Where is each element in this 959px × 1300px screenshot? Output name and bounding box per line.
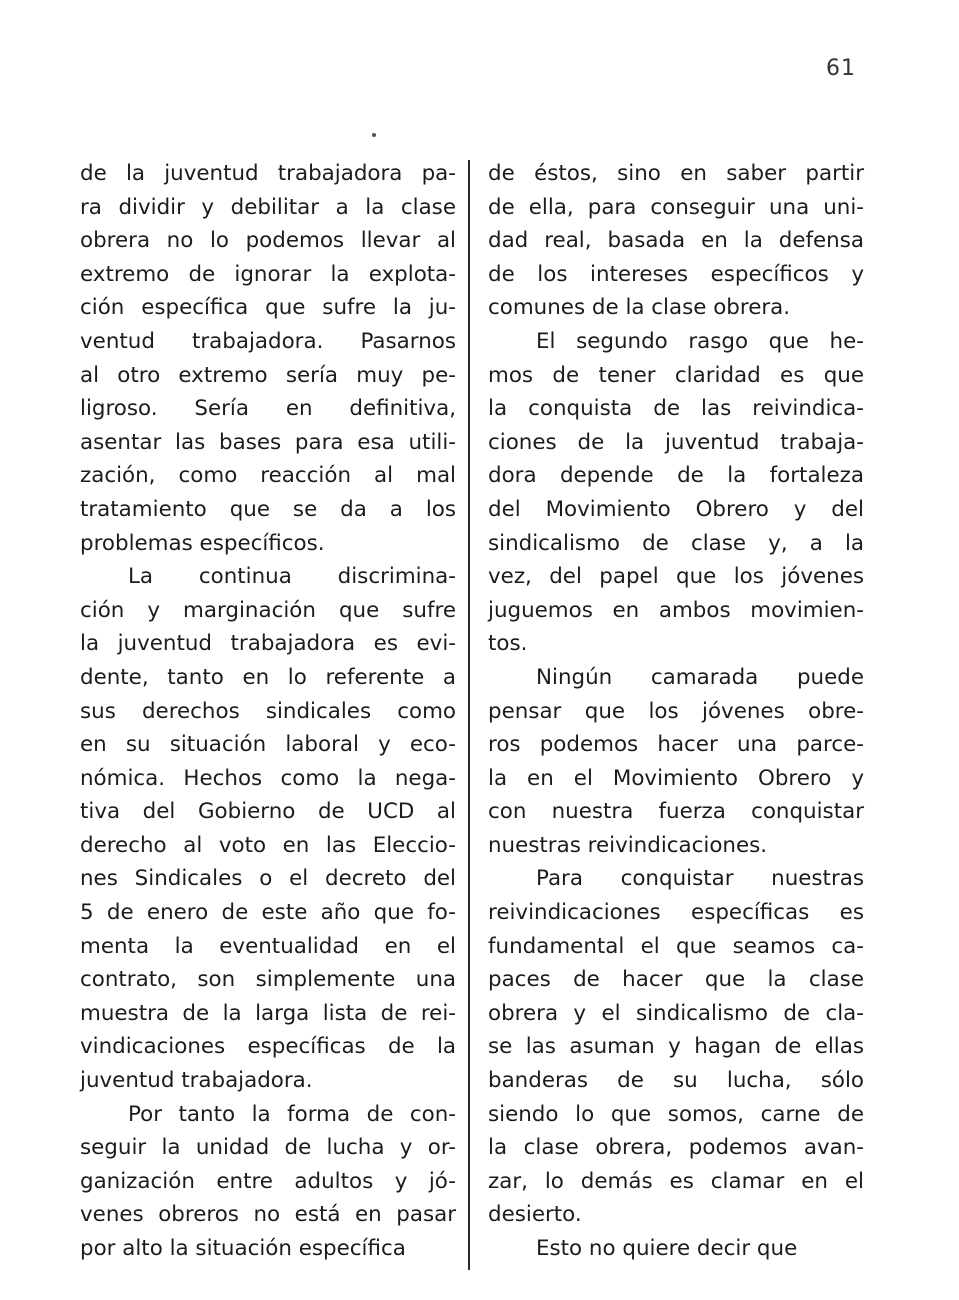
text-line: Esto no quiere decir que — [536, 1236, 798, 1261]
text-line: fundamental el que seamos ca- — [488, 933, 864, 959]
paragraph — [488, 862, 864, 1232]
text-line: nuestras reivindicaciones. — [488, 832, 768, 858]
text-line: vindicaciones específicas de la — [80, 1034, 456, 1060]
text-line: Para conquistar nuestras — [536, 866, 864, 892]
text-line: de éstos, sino en saber partir — [488, 161, 864, 186]
paragraph — [488, 1232, 864, 1266]
text-line: La continua discrimina- — [128, 564, 456, 590]
text-line: extremo de ignorar la explota- — [80, 261, 456, 287]
text-line: la conquista de las reivindica- — [488, 396, 864, 422]
text-line: muestra de la larga lista de rei- — [80, 1000, 456, 1026]
text-line: nómica. Hechos como la nega- — [80, 765, 456, 791]
paragraph — [80, 1098, 456, 1266]
text-line: Por tanto la forma de con- — [128, 1101, 456, 1127]
text-line: ción y marginación que sufre — [80, 597, 456, 623]
text-line: dad real, basada en la defensa — [488, 228, 864, 254]
text-line: de la juventud trabajadora pa- — [80, 161, 456, 186]
paragraph — [488, 325, 864, 661]
text-line: pensar que los jóvenes obre- — [488, 698, 864, 724]
text-line: siendo lo que somos, carne de — [488, 1101, 864, 1127]
text-line: al otro extremo sería muy pe- — [80, 362, 456, 388]
dot-mark — [372, 133, 376, 137]
text-line: obrera y el sindicalismo de cla- — [488, 1000, 864, 1026]
text-line: derecho al voto en las Eleccio- — [80, 832, 456, 858]
text-line: dente, tanto en lo referente a — [80, 664, 456, 690]
text-line: Ningún camarada puede — [536, 664, 864, 690]
text-line: vez, del papel que los jóvenes — [488, 564, 864, 590]
right-column — [488, 157, 864, 1266]
text-line: en su situación laboral y eco- — [80, 732, 456, 758]
text-line: problemas específicos. — [80, 530, 325, 556]
text-line: asentar las bases para esa utili- — [80, 429, 456, 455]
text-line: juventud trabajadora. — [80, 1068, 313, 1094]
page-number: 61 — [826, 56, 856, 81]
paragraph — [488, 661, 864, 863]
text-line: del Movimiento Obrero y del — [488, 496, 864, 522]
text-line: 5 de enero de este año que fo- — [80, 900, 456, 926]
text-line: ros podemos hacer una parce- — [488, 732, 864, 758]
text-line: tratamiento que se da a los — [80, 496, 456, 522]
text-line: ción específica que sufre la ju- — [80, 295, 456, 321]
text-line: ligroso. Sería en definitiva, — [80, 396, 456, 422]
text-line: tos. — [488, 631, 528, 657]
text-line: reivindicaciones específicas es — [488, 900, 864, 926]
text-line: seguir la unidad de lucha y or- — [80, 1135, 456, 1161]
text-line: de los intereses específicos y — [488, 261, 864, 287]
text-line: nes Sindicales o el decreto del — [80, 866, 456, 892]
text-line: ciones de la juventud trabaja- — [488, 429, 864, 455]
text-line: tiva del Gobierno de UCD al — [80, 799, 456, 825]
text-line: contrato, son simplemente una — [80, 967, 456, 993]
text-line: banderas de su lucha, sólo — [488, 1068, 864, 1094]
text-line: con nuestra fuerza conquistar — [488, 799, 864, 825]
paragraph — [80, 157, 456, 560]
text-line: comunes de la clase obrera. — [488, 295, 791, 321]
text-line: paces de hacer que la clase — [488, 967, 864, 993]
text-line: El segundo rasgo que he- — [536, 328, 864, 354]
text-line: obrera no lo podemos llevar al — [80, 228, 456, 254]
paragraph — [80, 560, 456, 1098]
text-line: se las asuman y hagan de ellas — [488, 1034, 864, 1060]
text-line: zación, como reacción al mal — [80, 463, 456, 489]
text-line: de ella, para conseguir una uni- — [488, 194, 864, 220]
text-line: sus derechos sindicales como — [80, 698, 456, 724]
column-divider — [468, 160, 470, 1270]
text-line: juguemos en ambos movimien- — [488, 597, 864, 623]
text-line: la juventud trabajadora es evi- — [80, 631, 456, 657]
text-line: la clase obrera, podemos avan- — [488, 1135, 864, 1161]
text-line: venes obreros no está en pasar — [80, 1202, 456, 1228]
text-line: mos de tener claridad es que — [488, 362, 864, 388]
text-line: la en el Movimiento Obrero y — [488, 765, 864, 791]
text-line: desierto. — [488, 1202, 582, 1228]
text-line: sindicalismo de clase y, a la — [488, 530, 864, 556]
text-line: dora depende de la fortaleza — [488, 463, 864, 489]
text-line: ganización entre adultos y jó- — [80, 1168, 456, 1194]
text-line: ra dividir y debilitar a la clase — [80, 194, 456, 220]
text-line: zar, lo demás es clamar en el — [488, 1168, 864, 1194]
left-column — [80, 157, 456, 1266]
paragraph — [488, 157, 864, 325]
text-line: menta la eventualidad en el — [80, 933, 456, 959]
text-line: ventud trabajadora. Pasarnos — [80, 328, 456, 354]
text-line: por alto la situación específica — [80, 1236, 406, 1261]
